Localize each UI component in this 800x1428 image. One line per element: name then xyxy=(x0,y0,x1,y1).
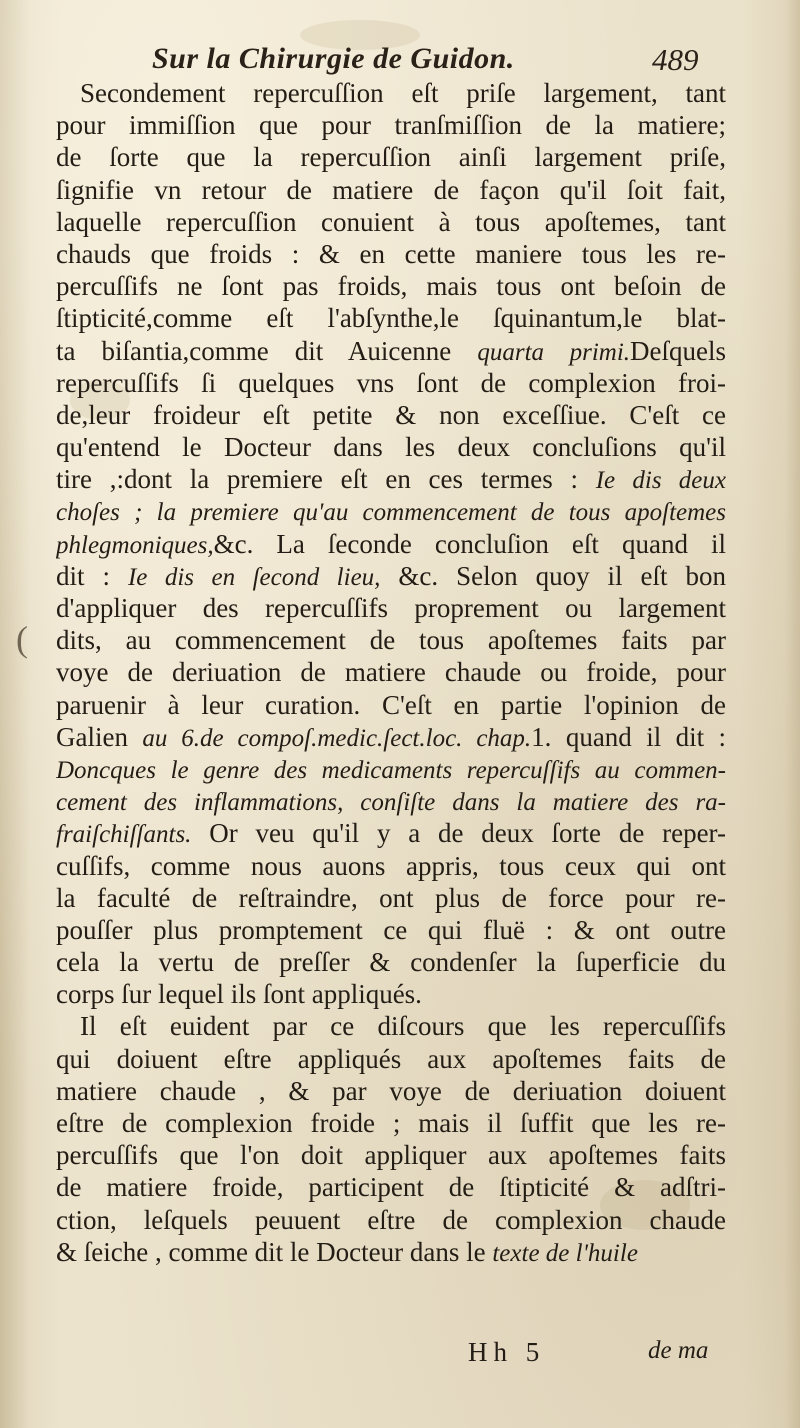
text-line xyxy=(56,495,726,527)
text-run: ta biſantia,comme dit Auicenne xyxy=(56,335,478,366)
text-line xyxy=(56,463,726,495)
text-line xyxy=(56,109,726,141)
margin-bracket-mark: ( xyxy=(16,619,28,659)
text-line xyxy=(56,817,726,849)
text-line xyxy=(56,206,726,238)
text-run: ſignifie vn retour de matiere de façon qu'il ſoit fait, xyxy=(56,174,726,205)
text-line xyxy=(56,689,726,721)
text-line xyxy=(56,1043,726,1075)
text-run: pouſſer plus promptement ce qui fluë : & ont outre xyxy=(56,914,726,945)
text-run: Galien xyxy=(56,721,143,752)
text-line xyxy=(56,914,726,946)
text-run: laquelle repercuſſion conuient à tous apoſtemes, tant xyxy=(56,206,726,237)
italic-text-run: choſes ; la premiere qu'au commencement de tous apoſtemes xyxy=(56,499,726,527)
text-run: dits, au commencement de tous apoſtemes faits par xyxy=(56,625,726,656)
signature-mark: Hh 5 xyxy=(468,1337,546,1367)
text-run: ſtipticité,comme eſt l'abſynthe,le ſquinantum,le blat- xyxy=(56,303,726,334)
text-line xyxy=(56,270,726,302)
text-run: la faculté de reſtraindre, ont plus de force pour re- xyxy=(56,882,726,913)
text-run: Il eſt euident par ce diſcours que les repercuſſifs xyxy=(80,1011,726,1042)
text-line xyxy=(56,850,726,882)
text-line xyxy=(56,946,726,978)
italic-text-run: Ie dis deux xyxy=(595,467,726,495)
text-line xyxy=(56,335,726,367)
text-line xyxy=(56,1075,726,1107)
text-run: paruenir à leur curation. C'eſt en partie l'opinion de xyxy=(56,689,726,720)
running-head-title: Sur la Chirurgie de Guidon. xyxy=(152,42,515,75)
text-line xyxy=(56,431,726,463)
text-run: 1. quand il dit : xyxy=(531,721,726,752)
text-run: dit : xyxy=(56,560,128,591)
page-number: 489 xyxy=(652,42,699,77)
text-run: de ſorte que la repercuſſion ainſi largement priſe, xyxy=(56,142,726,173)
text-run: qu'entend le Docteur dans les deux concluſions qu'il xyxy=(56,432,726,463)
text-line xyxy=(56,1171,726,1203)
italic-text-run: Doncques le genre des medicaments repercuſſifs au commen- xyxy=(56,756,726,784)
text-run: cela la vertu de preſſer & condenſer la ſuperficie du xyxy=(56,947,726,978)
italic-text-run: Ie dis en ſecond lieu, xyxy=(127,563,381,591)
running-head xyxy=(0,42,800,82)
text-line xyxy=(56,1139,726,1171)
text-line xyxy=(56,77,726,109)
text-run: cuſſifs, comme nous auons appris, tous ceux qui ont xyxy=(56,850,726,881)
text-run: percuſſifs ne ſont pas froids, mais tous ont beſoin de xyxy=(56,271,726,302)
text-line xyxy=(56,978,726,1010)
text-line xyxy=(56,174,726,206)
text-line xyxy=(56,592,726,624)
catchword: de ma xyxy=(648,1337,709,1364)
text-run: de matiere froide, participent de ſtipticité & adſtri- xyxy=(56,1172,726,1203)
italic-text-run: quarta primi. xyxy=(477,338,631,366)
text-line xyxy=(56,399,726,431)
text-run: & ſeiche , comme dit le Docteur dans le xyxy=(56,1236,493,1267)
italic-text-run: au 6.de compoſ.medic.ſect.loc. chap. xyxy=(142,724,532,752)
text-run: &c. Selon quoy il eſt bon xyxy=(380,560,726,591)
text-line xyxy=(56,238,726,270)
text-line xyxy=(56,1204,726,1236)
text-line xyxy=(56,721,726,753)
text-run: Or veu qu'il y a de deux ſorte de reper- xyxy=(191,818,726,849)
text-line xyxy=(56,560,726,592)
paragraph xyxy=(56,1010,726,1268)
italic-text-run: cement des inflammations, conſiſte dans la matiere des ra- xyxy=(56,789,726,817)
text-run: tire ,:dont la premiere eſt en ces termes : xyxy=(56,464,596,495)
text-run: &c. La ſeconde concluſion eſt quand il xyxy=(213,528,726,559)
text-run: pour immiſſion que pour tranſmiſſion de la matiere; xyxy=(56,110,726,141)
text-line xyxy=(56,528,726,560)
text-run: qui doiuent eſtre appliqués aux apoſtemes faits de xyxy=(56,1043,726,1074)
body-text xyxy=(56,77,726,1268)
text-line xyxy=(56,1010,726,1042)
text-line xyxy=(56,1107,726,1139)
text-run: chauds que froids : & en cette maniere tous les re- xyxy=(56,238,726,269)
text-run: ction, leſquels peuuent eſtre de complexion chaude xyxy=(56,1204,726,1235)
text-line xyxy=(56,141,726,173)
text-line xyxy=(56,753,726,785)
text-line xyxy=(56,1236,726,1268)
text-run: repercuſſifs ſi quelques vns ſont de complexion froi- xyxy=(56,367,726,398)
text-run: eſtre de complexion froide ; mais il ſuffit que les re- xyxy=(56,1108,726,1138)
italic-text-run: texte de l'huile xyxy=(492,1239,638,1267)
text-line xyxy=(56,624,726,656)
paragraph xyxy=(56,77,726,1010)
text-run: Deſquels xyxy=(630,335,726,366)
text-run: percuſſifs que l'on doit appliquer aux apoſtemes faits xyxy=(56,1140,726,1171)
text-run: Secondement repercuſſion eſt priſe largement, tant xyxy=(80,78,726,108)
text-run: matiere chaude , & par voye de deriuation doiuent xyxy=(56,1075,726,1106)
page-footer xyxy=(0,1337,800,1377)
text-line xyxy=(56,785,726,817)
text-run: d'appliquer des repercuſſifs proprement ou largement xyxy=(56,593,726,623)
text-line xyxy=(56,882,726,914)
text-line xyxy=(56,367,726,399)
text-run: corps ſur lequel ils ſont appliqués. xyxy=(56,979,422,1010)
text-line xyxy=(56,656,726,688)
italic-text-run: fraiſchiſſants. xyxy=(56,821,192,849)
text-line xyxy=(56,302,726,334)
text-run: de,leur froideur eſt petite & non exceſſiue. C'eſt ce xyxy=(56,399,726,430)
italic-text-run: phlegmoniques, xyxy=(56,531,214,559)
text-run: voye de deriuation de matiere chaude ou froide, pour xyxy=(56,657,726,688)
